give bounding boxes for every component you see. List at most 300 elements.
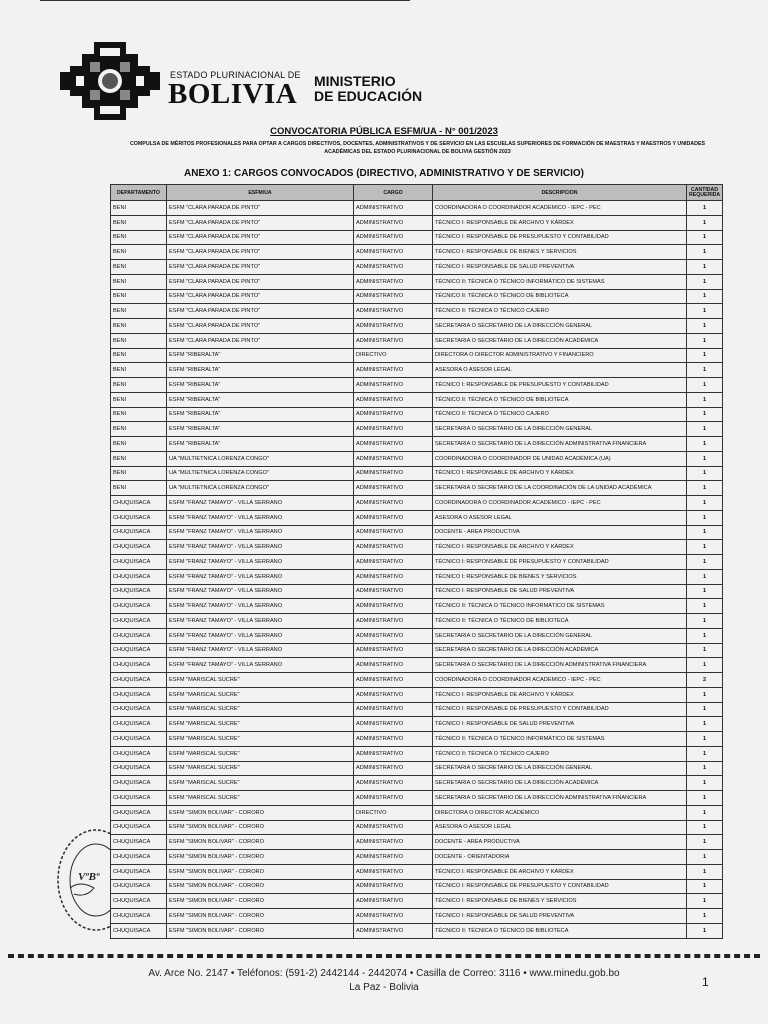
cell-esfm-ua: ESFM "FRANZ TAMAYO" - VILLA SERRANO xyxy=(167,525,354,540)
cell-descripcion: SECRETARIA O SECRETARIO DE LA DIRECCIÓN GENERAL xyxy=(433,761,687,776)
cell-cantidad: 1 xyxy=(687,732,723,747)
table-row xyxy=(111,245,723,260)
table-body xyxy=(111,201,723,939)
cell-descripcion: TÉCNICO I: RESPONSABLE DE PRESUPUESTO Y CONTABILIDAD xyxy=(433,702,687,717)
cell-cantidad: 1 xyxy=(687,776,723,791)
cell-descripcion: TÉCNICO I: RESPONSABLE DE PRESUPUESTO Y CONTABILIDAD xyxy=(433,378,687,393)
cell-esfm-ua: ESFM "RIBERALTA" xyxy=(167,392,354,407)
cell-esfm-ua: ESFM "FRANZ TAMAYO" - VILLA SERRANO xyxy=(167,599,354,614)
cell-esfm-ua: ESFM "MARISCAL SUCRE" xyxy=(167,702,354,717)
cell-cantidad: 1 xyxy=(687,909,723,924)
cell-cargo: ADMINISTRATIVO xyxy=(354,599,433,614)
table-header-row xyxy=(111,185,723,201)
cell-esfm-ua: ESFM "SIMON BOLIVAR" - CORORO xyxy=(167,820,354,835)
cell-esfm-ua: ESFM "MARISCAL SUCRE" xyxy=(167,746,354,761)
top-rule xyxy=(40,0,410,1)
seal-stamp xyxy=(56,826,110,934)
cell-descripcion: SECRETARIA O SECRETARIO DE LA DIRECCIÓN ACADÉMICA xyxy=(433,333,687,348)
cell-esfm-ua: ESFM "CLARA PARADA DE PINTO" xyxy=(167,274,354,289)
cell-cantidad: 1 xyxy=(687,628,723,643)
cell-departamento: CHUQUISACA xyxy=(111,628,167,643)
cell-departamento: BENI xyxy=(111,437,167,452)
document-title xyxy=(0,126,768,137)
cell-cargo: DIRECTIVO xyxy=(354,348,433,363)
cell-esfm-ua: ESFM "FRANZ TAMAYO" - VILLA SERRANO xyxy=(167,614,354,629)
table-row xyxy=(111,717,723,732)
cell-descripcion: SECRETARIA O SECRETARIO DE LA DIRECCIÓN GENERAL xyxy=(433,628,687,643)
cell-departamento: BENI xyxy=(111,230,167,245)
cell-cargo: ADMINISTRATIVO xyxy=(354,422,433,437)
table-row xyxy=(111,687,723,702)
table-row xyxy=(111,820,723,835)
cell-cargo: ADMINISTRATIVO xyxy=(354,437,433,452)
cell-esfm-ua: ESFM "SIMON BOLIVAR" - CORORO xyxy=(167,909,354,924)
cell-descripcion: ASESORA O ASESOR LEGAL xyxy=(433,363,687,378)
cell-departamento: CHUQUISACA xyxy=(111,879,167,894)
cell-cargo: ADMINISTRATIVO xyxy=(354,525,433,540)
cell-cargo: ADMINISTRATIVO xyxy=(354,363,433,378)
table-row xyxy=(111,658,723,673)
cell-esfm-ua: ESFM "RIBERALTA" xyxy=(167,437,354,452)
cell-departamento: CHUQUISACA xyxy=(111,540,167,555)
cell-departamento: CHUQUISACA xyxy=(111,732,167,747)
cell-cantidad: 1 xyxy=(687,864,723,879)
table-row xyxy=(111,909,723,924)
header-cantidad: CANTIDAD REQUERIDA xyxy=(687,185,723,201)
cell-cantidad: 1 xyxy=(687,614,723,629)
table-row xyxy=(111,540,723,555)
cell-cargo: ADMINISTRATIVO xyxy=(354,687,433,702)
cell-cantidad: 1 xyxy=(687,451,723,466)
cell-esfm-ua: ESFM "CLARA PARADA DE PINTO" xyxy=(167,230,354,245)
table-row xyxy=(111,289,723,304)
cell-departamento: BENI xyxy=(111,201,167,216)
cell-cantidad: 1 xyxy=(687,540,723,555)
cell-descripcion: SECRETARIA O SECRETARIO DE LA DIRECCIÓN ADMINISTRATIVA FINANCIERA xyxy=(433,437,687,452)
footer-divider xyxy=(8,954,760,958)
cell-descripcion: TÉCNICO II: TÉCNICA O TÉCNICO DE BIBLIOTECA xyxy=(433,392,687,407)
footer-city: La Paz - Bolivia xyxy=(349,982,419,993)
cell-cargo: ADMINISTRATIVO xyxy=(354,776,433,791)
cell-cargo: ADMINISTRATIVO xyxy=(354,791,433,806)
cell-cargo: ADMINISTRATIVO xyxy=(354,201,433,216)
cell-cargo: ADMINISTRATIVO xyxy=(354,540,433,555)
cell-descripcion: TÉCNICO II: TÉCNICA O TÉCNICO INFORMÁTICO DE SISTEMAS xyxy=(433,732,687,747)
cell-esfm-ua: ESFM "SIMON BOLIVAR" - CORORO xyxy=(167,879,354,894)
cell-cargo: ADMINISTRATIVO xyxy=(354,894,433,909)
table-row xyxy=(111,319,723,334)
cell-cantidad: 1 xyxy=(687,820,723,835)
cell-cargo: ADMINISTRATIVO xyxy=(354,673,433,688)
cell-cantidad: 1 xyxy=(687,835,723,850)
cell-cargo: ADMINISTRATIVO xyxy=(354,466,433,481)
cell-cantidad: 2 xyxy=(687,673,723,688)
table-row xyxy=(111,584,723,599)
cell-cantidad: 1 xyxy=(687,717,723,732)
table-row xyxy=(111,451,723,466)
cell-cantidad: 1 xyxy=(687,569,723,584)
cell-esfm-ua: ESFM "CLARA PARADA DE PINTO" xyxy=(167,289,354,304)
cell-descripcion: TÉCNICO I: RESPONSABLE DE SALUD PREVENTIVA xyxy=(433,260,687,275)
cell-descripcion: TÉCNICO I: RESPONSABLE DE SALUD PREVENTIVA xyxy=(433,584,687,599)
cell-descripcion: SECRETARIA O SECRETARIO DE LA DIRECCIÓN ACADÉMICA xyxy=(433,776,687,791)
cell-cargo: ADMINISTRATIVO xyxy=(354,451,433,466)
cell-departamento: BENI xyxy=(111,451,167,466)
cell-cargo: ADMINISTRATIVO xyxy=(354,584,433,599)
cell-departamento: CHUQUISACA xyxy=(111,864,167,879)
table-row xyxy=(111,628,723,643)
cell-cantidad: 1 xyxy=(687,466,723,481)
table-row xyxy=(111,599,723,614)
cell-departamento: CHUQUISACA xyxy=(111,687,167,702)
table-row xyxy=(111,260,723,275)
cell-departamento: BENI xyxy=(111,363,167,378)
cell-cantidad: 1 xyxy=(687,850,723,865)
cell-descripcion: SECRETARIA O SECRETARIO DE LA COORDINACIÓN DE LA UNIDAD ACADÉMICA xyxy=(433,481,687,496)
cell-cargo: ADMINISTRATIVO xyxy=(354,319,433,334)
cell-descripcion: TÉCNICO I: RESPONSABLE DE ARCHIVO Y KÁRDEX xyxy=(433,466,687,481)
cell-descripcion: ASESORA O ASESOR LEGAL xyxy=(433,820,687,835)
cell-cantidad: 1 xyxy=(687,643,723,658)
table-row xyxy=(111,274,723,289)
ministry-name xyxy=(314,74,422,104)
cell-esfm-ua: ESFM "SIMON BOLIVAR" - CORORO xyxy=(167,850,354,865)
cell-cargo: ADMINISTRATIVO xyxy=(354,658,433,673)
cell-esfm-ua: UA "MULTIETNICA LORENZA CONGO" xyxy=(167,481,354,496)
table-row xyxy=(111,215,723,230)
ministry-line-2: DE EDUCACIÓN xyxy=(314,88,423,104)
cell-cargo: DIRECTIVO xyxy=(354,805,433,820)
table-row xyxy=(111,805,723,820)
cell-cargo: ADMINISTRATIVO xyxy=(354,569,433,584)
table-row xyxy=(111,378,723,393)
cell-cargo: ADMINISTRATIVO xyxy=(354,407,433,422)
table-row xyxy=(111,333,723,348)
table-row xyxy=(111,746,723,761)
cell-cargo: ADMINISTRATIVO xyxy=(354,850,433,865)
cell-esfm-ua: ESFM "CLARA PARADA DE PINTO" xyxy=(167,201,354,216)
cell-departamento: CHUQUISACA xyxy=(111,702,167,717)
cell-departamento: CHUQUISACA xyxy=(111,746,167,761)
cell-cantidad: 1 xyxy=(687,496,723,511)
cell-departamento: BENI xyxy=(111,481,167,496)
table-row xyxy=(111,850,723,865)
table-row xyxy=(111,923,723,938)
cell-esfm-ua: ESFM "SIMON BOLIVAR" - CORORO xyxy=(167,805,354,820)
cell-descripcion: SECRETARIA O SECRETARIO DE LA DIRECCIÓN ADMINISTRATIVA FINANCIERA xyxy=(433,658,687,673)
cell-esfm-ua: ESFM "CLARA PARADA DE PINTO" xyxy=(167,319,354,334)
table-row xyxy=(111,614,723,629)
cell-descripcion: TÉCNICO I: RESPONSABLE DE PRESUPUESTO Y CONTABILIDAD xyxy=(433,230,687,245)
cell-descripcion: COORDINADORA O COORDINADOR ACADEMICO - IEPC - PEC xyxy=(433,673,687,688)
cell-departamento: CHUQUISACA xyxy=(111,909,167,924)
cell-cantidad: 1 xyxy=(687,378,723,393)
cell-descripcion: DIRECTORA O DIRECTOR ACADÉMICO xyxy=(433,805,687,820)
table-row xyxy=(111,673,723,688)
cell-departamento: CHUQUISACA xyxy=(111,658,167,673)
cell-descripcion: TÉCNICO I: RESPONSABLE DE BIENES Y SERVICIOS xyxy=(433,569,687,584)
document-title-text: CONVOCATORIA PÚBLICA ESFM/UA - N° 001/2023 xyxy=(270,126,498,137)
cell-departamento: BENI xyxy=(111,407,167,422)
cell-descripcion: DOCENTE - ORIENTADORIA xyxy=(433,850,687,865)
table-row xyxy=(111,555,723,570)
cell-descripcion: DOCENTE - AREA PRODUCTIVA xyxy=(433,525,687,540)
cell-esfm-ua: ESFM "FRANZ TAMAYO" - VILLA SERRANO xyxy=(167,658,354,673)
cell-departamento: BENI xyxy=(111,333,167,348)
cell-departamento: CHUQUISACA xyxy=(111,776,167,791)
table-row xyxy=(111,894,723,909)
cell-departamento: CHUQUISACA xyxy=(111,923,167,938)
cell-departamento: CHUQUISACA xyxy=(111,820,167,835)
table-row xyxy=(111,437,723,452)
cell-cantidad: 1 xyxy=(687,879,723,894)
cell-departamento: CHUQUISACA xyxy=(111,555,167,570)
cell-cantidad: 1 xyxy=(687,525,723,540)
cell-cargo: ADMINISTRATIVO xyxy=(354,923,433,938)
cell-cargo: ADMINISTRATIVO xyxy=(354,230,433,245)
cell-cargo: ADMINISTRATIVO xyxy=(354,555,433,570)
cell-descripcion: SECRETARIA O SECRETARIO DE LA DIRECCIÓN GENERAL xyxy=(433,422,687,437)
cell-departamento: CHUQUISACA xyxy=(111,761,167,776)
cell-esfm-ua: ESFM "RIBERALTA" xyxy=(167,407,354,422)
cell-descripcion: TÉCNICO I: RESPONSABLE DE ARCHIVO Y KÁRDEX xyxy=(433,215,687,230)
cell-cargo: ADMINISTRATIVO xyxy=(354,614,433,629)
cell-esfm-ua: ESFM "MARISCAL SUCRE" xyxy=(167,791,354,806)
stamp-vobo-text: VºBº xyxy=(78,871,100,883)
cell-descripcion: SECRETARIA O SECRETARIO DE LA DIRECCIÓN GENERAL xyxy=(433,319,687,334)
cell-cantidad: 1 xyxy=(687,555,723,570)
cell-cantidad: 1 xyxy=(687,599,723,614)
cell-esfm-ua: ESFM "MARISCAL SUCRE" xyxy=(167,687,354,702)
cell-cantidad: 1 xyxy=(687,923,723,938)
cell-esfm-ua: ESFM "CLARA PARADA DE PINTO" xyxy=(167,215,354,230)
cell-esfm-ua: ESFM "FRANZ TAMAYO" - VILLA SERRANO xyxy=(167,569,354,584)
cell-cargo: ADMINISTRATIVO xyxy=(354,628,433,643)
cell-descripcion: TÉCNICO I: RESPONSABLE DE ARCHIVO Y KÁRDEX xyxy=(433,540,687,555)
header-esfm-ua: ESFM/UA xyxy=(167,185,354,201)
cell-esfm-ua: ESFM "SIMON BOLIVAR" - CORORO xyxy=(167,894,354,909)
cell-cargo: ADMINISTRATIVO xyxy=(354,717,433,732)
annex-title: ANEXO 1: CARGOS CONVOCADOS (DIRECTIVO, ADMINISTRATIVO Y DE SERVICIO) xyxy=(183,168,585,179)
cell-esfm-ua: ESFM "MARISCAL SUCRE" xyxy=(167,717,354,732)
cell-departamento: CHUQUISACA xyxy=(111,496,167,511)
cell-cargo: ADMINISTRATIVO xyxy=(354,392,433,407)
table-row xyxy=(111,569,723,584)
cell-cantidad: 1 xyxy=(687,319,723,334)
cell-departamento: BENI xyxy=(111,378,167,393)
cell-descripcion: TÉCNICO II: TÉCNICA O TÉCNICO DE BIBLIOTECA xyxy=(433,289,687,304)
cell-descripcion: SECRETARIA O SECRETARIO DE LA DIRECCIÓN ADMINISTRATIVA FINANCIERA xyxy=(433,791,687,806)
cell-departamento: CHUQUISACA xyxy=(111,614,167,629)
cell-departamento: CHUQUISACA xyxy=(111,510,167,525)
cell-cargo: ADMINISTRATIVO xyxy=(354,378,433,393)
cell-departamento: CHUQUISACA xyxy=(111,717,167,732)
cell-descripcion: COORDINADORA O COORDINADOR ACADEMICO - IEPC - PEC xyxy=(433,496,687,511)
cell-descripcion: TÉCNICO II: TÉCNICA O TÉCNICO INFORMÁTICO DE SISTEMAS xyxy=(433,274,687,289)
cell-cantidad: 1 xyxy=(687,481,723,496)
positions-table xyxy=(110,184,723,939)
cell-cargo: ADMINISTRATIVO xyxy=(354,761,433,776)
cell-esfm-ua: ESFM "FRANZ TAMAYO" - VILLA SERRANO xyxy=(167,496,354,511)
cell-cargo: ADMINISTRATIVO xyxy=(354,289,433,304)
page-number: 1 xyxy=(702,975,709,989)
cell-cantidad: 1 xyxy=(687,201,723,216)
cell-departamento: BENI xyxy=(111,304,167,319)
cell-cantidad: 1 xyxy=(687,392,723,407)
cell-cantidad: 1 xyxy=(687,348,723,363)
cell-descripcion: TÉCNICO I: RESPONSABLE DE SALUD PREVENTIVA xyxy=(433,717,687,732)
cell-esfm-ua: ESFM "CLARA PARADA DE PINTO" xyxy=(167,333,354,348)
cell-esfm-ua: UA "MULTIETNICA LORENZA CONGO" xyxy=(167,451,354,466)
table-row xyxy=(111,761,723,776)
cell-cargo: ADMINISTRATIVO xyxy=(354,820,433,835)
cell-cantidad: 1 xyxy=(687,333,723,348)
cell-departamento: CHUQUISACA xyxy=(111,850,167,865)
cell-departamento: BENI xyxy=(111,422,167,437)
cell-departamento: BENI xyxy=(111,348,167,363)
cell-cargo: ADMINISTRATIVO xyxy=(354,643,433,658)
cell-descripcion: COORDINADORA O COORDINADOR ACADEMICO - IEPC - PEC xyxy=(433,201,687,216)
cell-esfm-ua: ESFM "RIBERALTA" xyxy=(167,378,354,393)
cell-esfm-ua: ESFM "FRANZ TAMAYO" - VILLA SERRANO xyxy=(167,540,354,555)
cell-cargo: ADMINISTRATIVO xyxy=(354,510,433,525)
table-row xyxy=(111,510,723,525)
cell-departamento: CHUQUISACA xyxy=(111,805,167,820)
table-row xyxy=(111,230,723,245)
cell-departamento: CHUQUISACA xyxy=(111,835,167,850)
cell-departamento: CHUQUISACA xyxy=(111,525,167,540)
table-row xyxy=(111,481,723,496)
cell-cargo: ADMINISTRATIVO xyxy=(354,732,433,747)
cell-departamento: BENI xyxy=(111,466,167,481)
cell-descripcion: TÉCNICO II: TÉCNICA O TÉCNICO CAJERO xyxy=(433,304,687,319)
cell-descripcion: ASESORA O ASESOR LEGAL xyxy=(433,510,687,525)
cell-cantidad: 1 xyxy=(687,274,723,289)
cell-cantidad: 1 xyxy=(687,289,723,304)
cell-departamento: BENI xyxy=(111,260,167,275)
table-row xyxy=(111,732,723,747)
cell-cantidad: 1 xyxy=(687,746,723,761)
cell-descripcion: TÉCNICO I: RESPONSABLE DE PRESUPUESTO Y CONTABILIDAD xyxy=(433,555,687,570)
cell-esfm-ua: ESFM "MARISCAL SUCRE" xyxy=(167,732,354,747)
cell-cantidad: 1 xyxy=(687,702,723,717)
cell-cargo: ADMINISTRATIVO xyxy=(354,496,433,511)
cell-cantidad: 1 xyxy=(687,437,723,452)
table-row xyxy=(111,879,723,894)
table-row xyxy=(111,776,723,791)
table-row xyxy=(111,407,723,422)
table-row xyxy=(111,466,723,481)
cell-cantidad: 1 xyxy=(687,230,723,245)
cell-cargo: ADMINISTRATIVO xyxy=(354,879,433,894)
cell-esfm-ua: ESFM "FRANZ TAMAYO" - VILLA SERRANO xyxy=(167,628,354,643)
cell-cargo: ADMINISTRATIVO xyxy=(354,245,433,260)
cell-departamento: CHUQUISACA xyxy=(111,791,167,806)
ministry-line-1: MINISTERIO xyxy=(314,73,396,89)
cell-departamento: BENI xyxy=(111,319,167,334)
cell-cantidad: 1 xyxy=(687,805,723,820)
cell-cantidad: 1 xyxy=(687,584,723,599)
cell-descripcion: TÉCNICO I: RESPONSABLE DE SALUD PREVENTIVA xyxy=(433,909,687,924)
country-name: BOLIVIA xyxy=(168,78,298,110)
bolivia-emblem-icon xyxy=(60,42,160,120)
cell-descripcion: TÉCNICO II: TÉCNICA O TÉCNICO DE BIBLIOTECA xyxy=(433,614,687,629)
cell-departamento: BENI xyxy=(111,392,167,407)
cell-descripcion: TÉCNICO I: RESPONSABLE DE BIENES Y SERVICIOS xyxy=(433,894,687,909)
cell-descripcion: TÉCNICO I: RESPONSABLE DE PRESUPUESTO Y CONTABILIDAD xyxy=(433,879,687,894)
footer xyxy=(0,967,768,995)
table-row xyxy=(111,835,723,850)
cell-descripcion: TÉCNICO I: RESPONSABLE DE ARCHIVO Y KÁRDEX xyxy=(433,864,687,879)
cell-esfm-ua: UA "MULTIETNICA LORENZA CONGO" xyxy=(167,466,354,481)
cell-departamento: CHUQUISACA xyxy=(111,673,167,688)
table-row xyxy=(111,363,723,378)
cell-departamento: CHUQUISACA xyxy=(111,894,167,909)
cell-esfm-ua: ESFM "CLARA PARADA DE PINTO" xyxy=(167,304,354,319)
footer-address: Av. Arce No. 2147 • Teléfonos: (591-2) 2442144 - 2442074 • Casilla de Correo: 3116 • www.minedu.gob.bo xyxy=(148,968,620,979)
cell-esfm-ua: ESFM "RIBERALTA" xyxy=(167,363,354,378)
cell-cargo: ADMINISTRATIVO xyxy=(354,481,433,496)
cell-departamento: CHUQUISACA xyxy=(111,599,167,614)
cell-esfm-ua: ESFM "CLARA PARADA DE PINTO" xyxy=(167,260,354,275)
cell-descripcion: COORDINADORA O COORDINADOR DE UNIDAD ACADÉMICA (UA) xyxy=(433,451,687,466)
cell-descripcion: TÉCNICO I: RESPONSABLE DE BIENES Y SERVICIOS xyxy=(433,245,687,260)
cell-departamento: BENI xyxy=(111,289,167,304)
table-row xyxy=(111,201,723,216)
letterhead xyxy=(60,42,510,122)
cell-cargo: ADMINISTRATIVO xyxy=(354,333,433,348)
cell-departamento: BENI xyxy=(111,245,167,260)
cell-esfm-ua: ESFM "MARISCAL SUCRE" xyxy=(167,761,354,776)
cell-esfm-ua: ESFM "FRANZ TAMAYO" - VILLA SERRANO xyxy=(167,643,354,658)
cell-cargo: ADMINISTRATIVO xyxy=(354,864,433,879)
cell-cargo: ADMINISTRATIVO xyxy=(354,215,433,230)
cell-esfm-ua: ESFM "SIMON BOLIVAR" - CORORO xyxy=(167,923,354,938)
cell-cantidad: 1 xyxy=(687,658,723,673)
cell-esfm-ua: ESFM "FRANZ TAMAYO" - VILLA SERRANO xyxy=(167,555,354,570)
cell-departamento: BENI xyxy=(111,215,167,230)
cell-cargo: ADMINISTRATIVO xyxy=(354,835,433,850)
table-row xyxy=(111,348,723,363)
table-row xyxy=(111,643,723,658)
cell-cantidad: 1 xyxy=(687,407,723,422)
table-row xyxy=(111,791,723,806)
table-row xyxy=(111,702,723,717)
cell-descripcion: TÉCNICO I: RESPONSABLE DE ARCHIVO Y KÁRDEX xyxy=(433,687,687,702)
cell-cantidad: 1 xyxy=(687,215,723,230)
cell-esfm-ua: ESFM "RIBERALTA" xyxy=(167,422,354,437)
cell-cargo: ADMINISTRATIVO xyxy=(354,260,433,275)
table-row xyxy=(111,392,723,407)
cell-descripcion: DOCENTE - AREA PRODUCTIVA xyxy=(433,835,687,850)
cell-departamento: CHUQUISACA xyxy=(111,584,167,599)
cell-cantidad: 1 xyxy=(687,422,723,437)
document-subtitle: COMPULSA DE MÉRITOS PROFESIONALES PARA OPTAR A CARGOS DIRECTIVOS, DOCENTES, ADMINISTRATIVOS Y DE SERVICIO EN LAS ESCUELAS SUPERIORES DE FORMACIÓN DE MAESTRAS Y MAESTROS Y UNIDADES ACADÉMICAS DEL ESTADO PLURINACIONAL DE BOLIVIA GESTIÓN 2023 xyxy=(129,141,706,155)
cell-esfm-ua: ESFM "SIMON BOLIVAR" - CORORO xyxy=(167,835,354,850)
table-row xyxy=(111,422,723,437)
cell-esfm-ua: ESFM "RIBERALTA" xyxy=(167,348,354,363)
state-label: ESTADO PLURINACIONAL DE xyxy=(170,70,301,80)
cell-cargo: ADMINISTRATIVO xyxy=(354,909,433,924)
header-cargo: CARGO xyxy=(354,185,433,201)
cell-cargo: ADMINISTRATIVO xyxy=(354,304,433,319)
cell-descripcion: TÉCNICO II: TÉCNICA O TÉCNICO CAJERO xyxy=(433,746,687,761)
cell-cantidad: 1 xyxy=(687,791,723,806)
cell-cantidad: 1 xyxy=(687,363,723,378)
cell-cantidad: 1 xyxy=(687,761,723,776)
cell-cantidad: 1 xyxy=(687,687,723,702)
cell-esfm-ua: ESFM "FRANZ TAMAYO" - VILLA SERRANO xyxy=(167,510,354,525)
